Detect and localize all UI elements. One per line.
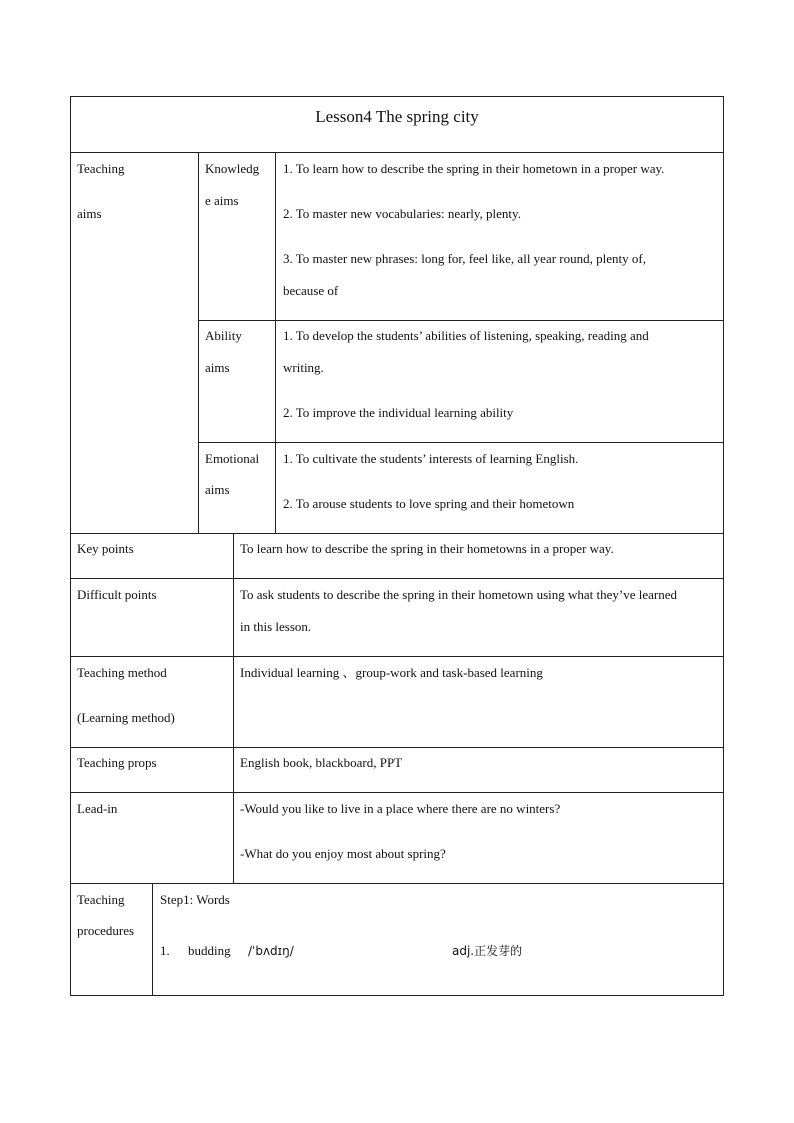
knowledge-aim-item: because of (283, 283, 339, 298)
divider (198, 442, 724, 443)
divider (70, 883, 724, 884)
divider (70, 792, 724, 793)
knowledge-aims-label: e aims (205, 193, 239, 208)
divider (70, 578, 724, 579)
divider (275, 152, 276, 533)
word-term: budding (188, 943, 231, 958)
teaching-props-label: Teaching props (77, 755, 157, 770)
knowledge-aims-label: Knowledg (205, 161, 260, 176)
divider (233, 533, 234, 883)
divider (152, 883, 153, 996)
teaching-aims-label: aims (77, 206, 102, 221)
divider (70, 533, 724, 534)
lead-in-question: -Would you like to live in a place where there are no winters? (240, 801, 561, 816)
word-number: 1. (160, 943, 170, 958)
divider (70, 152, 724, 153)
difficult-points-text: in this lesson. (240, 619, 312, 634)
teaching-method-text: Individual learning 、group-work and task-based learning (240, 665, 543, 680)
key-points-label: Key points (77, 541, 134, 556)
step-title: Step1: Words (160, 892, 230, 907)
emotional-aims-label: Emotional (205, 451, 260, 466)
divider (70, 656, 724, 657)
teaching-method-label: Teaching method (77, 665, 167, 680)
knowledge-aim-item: 2. To master new vocabularies: nearly, plenty. (283, 206, 521, 221)
teaching-procedures-label: procedures (77, 923, 135, 938)
ability-aims-label: aims (205, 360, 230, 375)
teaching-method-label: (Learning method) (77, 710, 175, 725)
divider (70, 747, 724, 748)
divider (198, 320, 724, 321)
emotional-aims-label: aims (205, 482, 230, 497)
lead-in-label: Lead-in (77, 801, 118, 816)
ability-aim-item: 1. To develop the students’ abilities of listening, speaking, reading and (283, 328, 649, 343)
teaching-props-text: English book, blackboard, PPT (240, 755, 403, 770)
word-meaning: adj.正发芽的 (452, 944, 523, 958)
lesson-plan-table (70, 96, 724, 996)
page-title: Lesson4 The spring city (315, 107, 479, 126)
emotional-aim-item: 1. To cultivate the students’ interests of learning English. (283, 451, 579, 466)
difficult-points-text: To ask students to describe the spring in their hometown using what they’ve learned (240, 587, 678, 602)
word-phonetic: /ˈbʌdɪŋ/ (248, 944, 294, 958)
knowledge-aim-item: 3. To master new phrases: long for, feel like, all year round, plenty of, (283, 251, 646, 266)
lead-in-question: -What do you enjoy most about spring? (240, 846, 446, 861)
emotional-aim-item: 2. To arouse students to love spring and their hometown (283, 496, 575, 511)
ability-aims-label: Ability (205, 328, 242, 343)
divider (198, 152, 199, 533)
difficult-points-label: Difficult points (77, 587, 157, 602)
key-points-text: To learn how to describe the spring in their hometowns in a proper way. (240, 541, 614, 556)
teaching-aims-label: Teaching (77, 161, 125, 176)
ability-aim-item: writing. (283, 360, 324, 375)
knowledge-aim-item: 1. To learn how to describe the spring in their hometown in a proper way. (283, 161, 665, 176)
teaching-procedures-label: Teaching (77, 892, 125, 907)
ability-aim-item: 2. To improve the individual learning ability (283, 405, 514, 420)
